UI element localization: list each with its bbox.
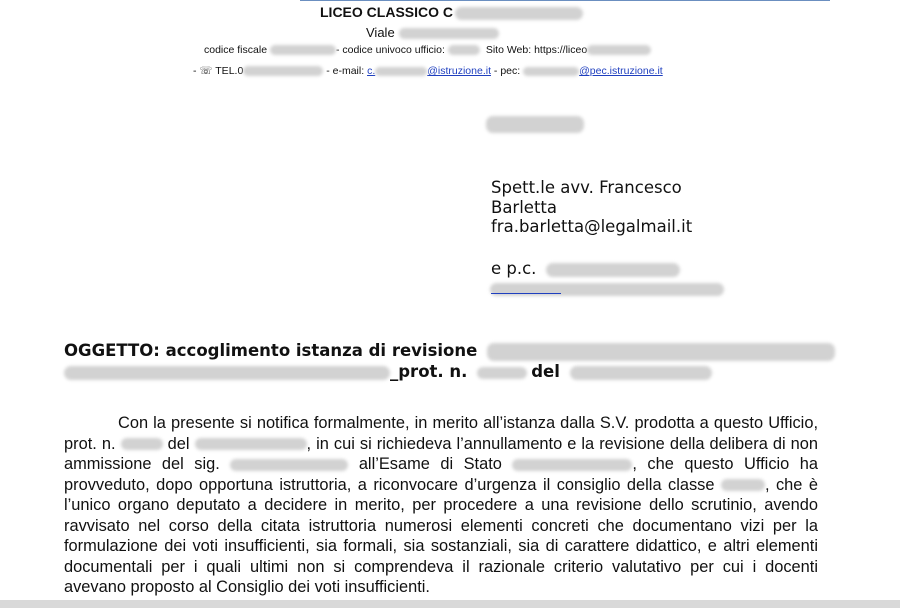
redacted-block <box>448 45 480 55</box>
redacted-block <box>399 28 499 39</box>
bottom-scroll-strip <box>0 600 900 608</box>
recipient-surname: Barletta <box>491 197 557 217</box>
redacted-block <box>243 66 323 76</box>
school-email-link[interactable]: c. @istruzione.it <box>367 65 491 77</box>
redacted-block <box>570 366 712 380</box>
redacted-block <box>195 438 307 450</box>
subject-line-2: _prot. n. del <box>64 362 712 381</box>
school-address: Viale <box>366 25 499 40</box>
header-top-rule <box>300 0 830 1</box>
redacted-block <box>230 459 348 471</box>
redacted-block <box>455 7 583 20</box>
redacted-block <box>270 45 336 55</box>
redacted-block <box>477 367 527 379</box>
cc-line: e p.c. <box>491 259 680 278</box>
redacted-block <box>523 67 579 76</box>
redacted-block <box>546 263 680 277</box>
redacted-block <box>64 366 390 380</box>
redacted-protocol <box>486 116 584 133</box>
recipient-name: Spett.le avv. Francesco <box>491 178 682 197</box>
redacted-block <box>587 45 651 55</box>
redacted-block <box>121 438 163 450</box>
letterhead-contacts-line: - ☏ TEL.0 - e-mail: c. @istruzione.it - pec: @pec.istruzione.it <box>193 65 663 77</box>
redacted-block <box>512 459 632 471</box>
recipient-block <box>491 178 692 237</box>
subject-line-1: OGGETTO: accoglimento istanza di revisione <box>64 341 835 361</box>
school-pec-link[interactable]: @pec.istruzione.it <box>579 65 663 77</box>
redacted-cc-email <box>490 283 724 296</box>
school-name: LICEO CLASSICO C <box>320 4 583 20</box>
redacted-block <box>487 343 835 361</box>
redacted-block <box>721 479 765 491</box>
letter-body-paragraph: Con la presente si notifica formalmente, in merito all’istanza dalla S.V. prodotta a questo Ufficio, prot. n. del , in cui si richiedeva l’annullamento e la revisione della delibera di non ammissione del sig. all’Esame di Stato , che questo Ufficio ha provveduto, dopo opportuna istruttoria, a riconvocare d’urgenza il consiglio della classe , che è l’unico organo deputato a decidere in merito, per procedere a una revisione dello scrutinio, avendo ravvisato nel corso della citata istruttoria numerosi elementi concreti che documentano vizi per la formulazione dei voti insufficienti, sia formali, sia sostanziali, sia di carattere didattico, e altri elementi documentali per i quali ultimi non si comprendeva il razionale criterio valutativo per cui i docenti avevano proposto al Consiglio dei voti insufficienti. <box>64 414 818 596</box>
letterhead-codes-line: codice fiscale - codice univoco ufficio: Sito Web: https://liceo <box>204 44 651 56</box>
redacted-block <box>375 67 427 76</box>
recipient-email: fra.barletta@legalmail.it <box>491 217 693 236</box>
cc-link-underline <box>491 293 561 294</box>
